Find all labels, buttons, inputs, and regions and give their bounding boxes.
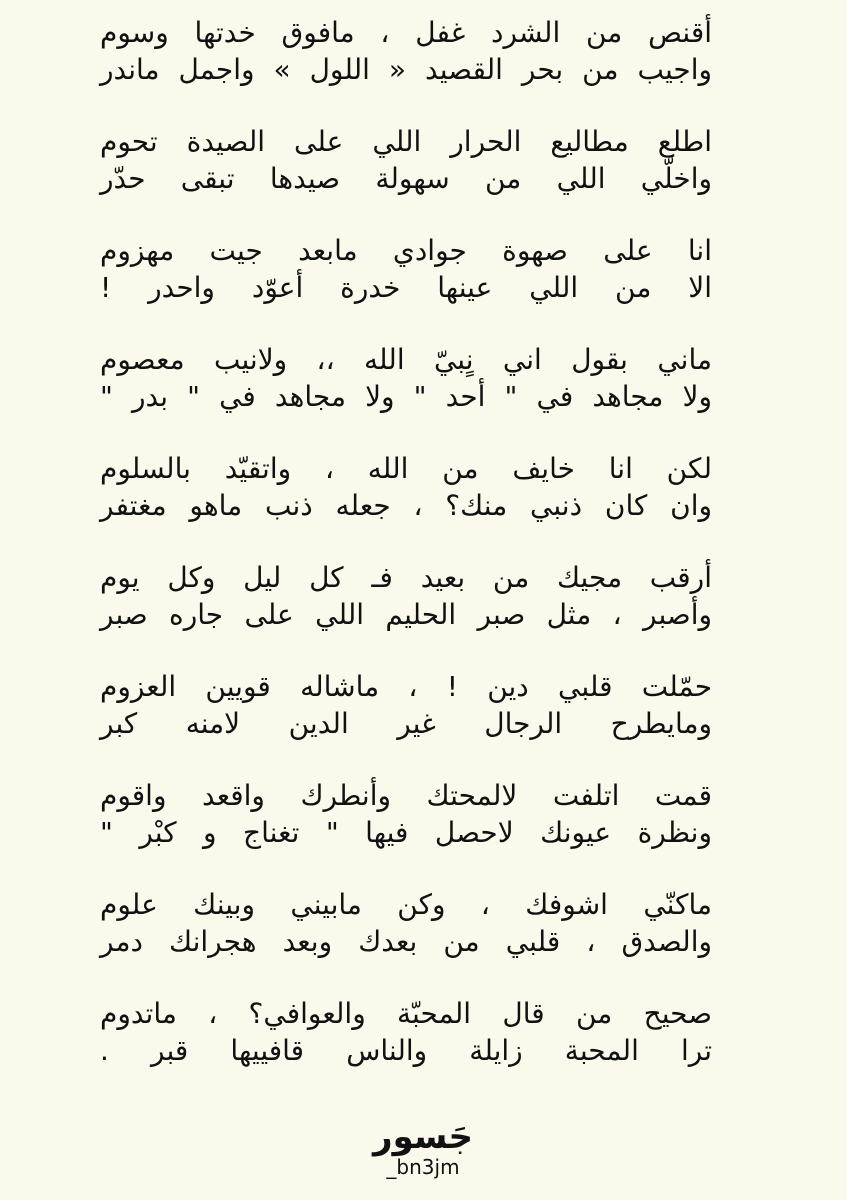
signature-handle: _bn3jm bbox=[386, 1155, 460, 1179]
verse-line: وان كان ذنبي منك؟ ، جعله ذنب ماهو مغتفر bbox=[100, 489, 712, 522]
verse-line: واجيب من بحر القصيد « اللول » واجمل ماندر bbox=[100, 53, 712, 86]
verse-line: ماكنّي اشوفك ، وكن مابيني وبينك علوم bbox=[100, 888, 712, 921]
verse-line: صحيح من قال المحبّة والعوافي؟ ، ماتدوم bbox=[100, 997, 712, 1030]
verse-line: وأصبر ، مثل صبر الحليم اللي على جاره صبر bbox=[100, 598, 712, 631]
stanza-5 bbox=[100, 450, 712, 559]
verse-line: والصدق ، قلبي من بعدك وبعد هجرانك دمر bbox=[100, 925, 712, 958]
signature bbox=[373, 1117, 473, 1179]
verse-line: حمّلت قلبي دين ! ، ماشاله قويين العزوم bbox=[100, 670, 712, 703]
verse-line: انا على صهوة جوادي مابعد جيت مهزوم bbox=[100, 234, 712, 267]
stanza-7 bbox=[100, 668, 712, 777]
verse-line: ونظرة عيونك لاحصل فيها " تغناج و كبْر " bbox=[100, 816, 712, 849]
verse-line: لكن انا خايف من الله ، واتقيّد بالسلوم bbox=[100, 452, 712, 485]
verse-line: اطلع مطاليع الحرار اللي على الصيدة تحوم bbox=[100, 125, 712, 158]
stanza-6 bbox=[100, 559, 712, 668]
verse-line: ترا المحبة زايلة والناس قافييها قبر . bbox=[100, 1034, 712, 1067]
stanza-4 bbox=[100, 341, 712, 450]
stanza-8 bbox=[100, 777, 712, 886]
verse-line: أرقب مجيك من بعيد فـ كل ليل وكل يوم bbox=[100, 561, 712, 594]
stanza-9 bbox=[100, 886, 712, 995]
verse-line: الا من اللي عينها خدرة أعوّد واحدر ! bbox=[100, 271, 712, 304]
stanza-1 bbox=[100, 14, 712, 123]
verse-line: واخلّي اللي من سهولة صيدها تبقى حدّر bbox=[100, 162, 712, 195]
verse-line: أقنص من الشرد غفل ، مافوق خدتها وسوم bbox=[100, 16, 712, 49]
stanza-2 bbox=[100, 123, 712, 232]
verse-line: ومايطرح الرجال غير الدين لامنه كبر bbox=[100, 707, 712, 740]
signature-name: جَسور bbox=[373, 1117, 473, 1157]
poem-body bbox=[100, 14, 712, 1104]
verse-line: قمت اتلفت لالمحتك وأنطرك واقعد واقوم bbox=[100, 779, 712, 812]
stanza-10 bbox=[100, 995, 712, 1104]
verse-line: ولا مجاهد في " أحد " ولا مجاهد في " بدر " bbox=[100, 380, 712, 413]
verse-line: ماني بقول اني نٍبيّ الله ،، ولانيب معصوم bbox=[100, 343, 712, 376]
stanza-3 bbox=[100, 232, 712, 341]
